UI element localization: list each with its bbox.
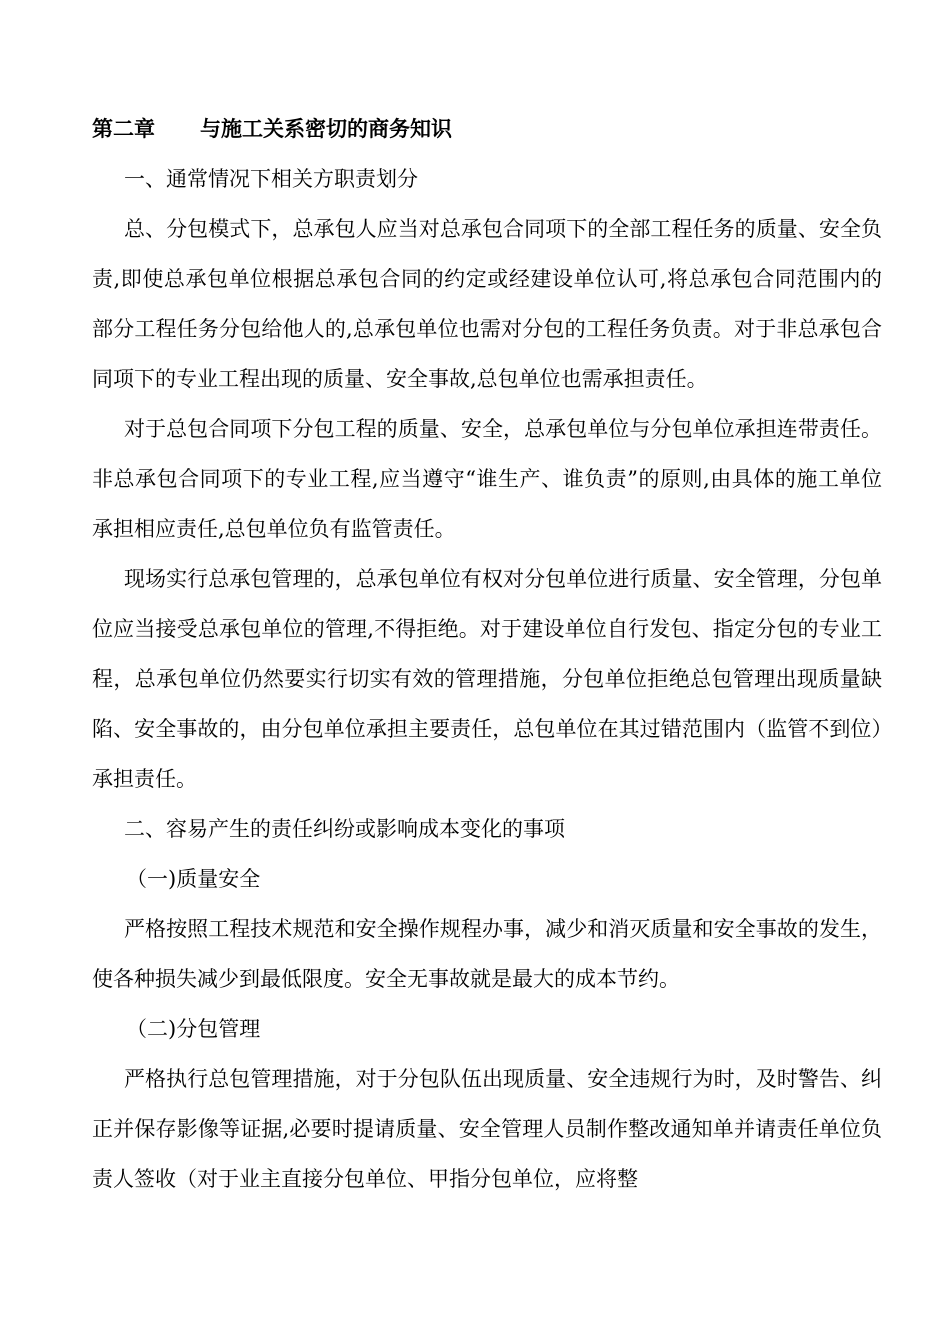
section-heading-1: 一、通常情况下相关方职责划分	[124, 167, 418, 191]
chapter-number: 第二章	[92, 117, 155, 141]
paragraph-2: 对于总包合同项下分包工程的质量、安全，总承包单位与分包单位承担连带责任。非总承包合同项下的专业工程,应当遵守“谁生产、谁负责”的原则,由具体的施工单位承担相应责任,总包单位负有监管责任。	[92, 417, 882, 541]
document-body	[92, 104, 882, 1204]
paragraph-4: 严格按照工程技术规范和安全操作规程办事，减少和消灭质量和安全事故的发生，使各种损失减少到最低限度。安全无事故就是最大的成本节约。	[92, 917, 882, 991]
chapter-heading	[92, 104, 882, 154]
chapter-title: 与施工关系密切的商务知识	[200, 117, 452, 141]
paragraph-3: 现场实行总承包管理的，总承包单位有权对分包单位进行质量、安全管理，分包单位应当接受总承包单位的管理,不得拒绝。对于建设单位自行发包、指定分包的专业工程，总承包单位仍然要实行切实有效的管理措施，分包单位拒绝总包管理出现质量缺陷、安全事故的，由分包单位承担主要责任，总包单位在其过错范围内（监管不到位）承担责任。	[92, 567, 882, 791]
section-heading-2: 二、容易产生的责任纠纷或影响成本变化的事项	[124, 817, 565, 841]
paragraph-5: 严格执行总包管理措施，对于分包队伍出现质量、安全违规行为时，及时警告、纠正并保存影像等证据,必要时提请质量、安全管理人员制作整改通知单并请责任单位负责人签收（对于业主直接分包单位、甲指分包单位，应将整	[92, 1067, 882, 1191]
subsection-heading-quality-safety: （一)质量安全	[126, 867, 261, 891]
subsection-heading-subcontract-management: （二)分包管理	[126, 1017, 261, 1041]
paragraph-1: 总、分包模式下，总承包人应当对总承包合同项下的全部工程任务的质量、安全负责,即使总承包单位根据总承包合同的约定或经建设单位认可,将总承包合同范围内的部分工程任务分包给他人的,总承包单位也需对分包的工程任务负责。对于非总承包合同项下的专业工程出现的质量、安全事故,总包单位也需承担责任。	[92, 217, 882, 391]
